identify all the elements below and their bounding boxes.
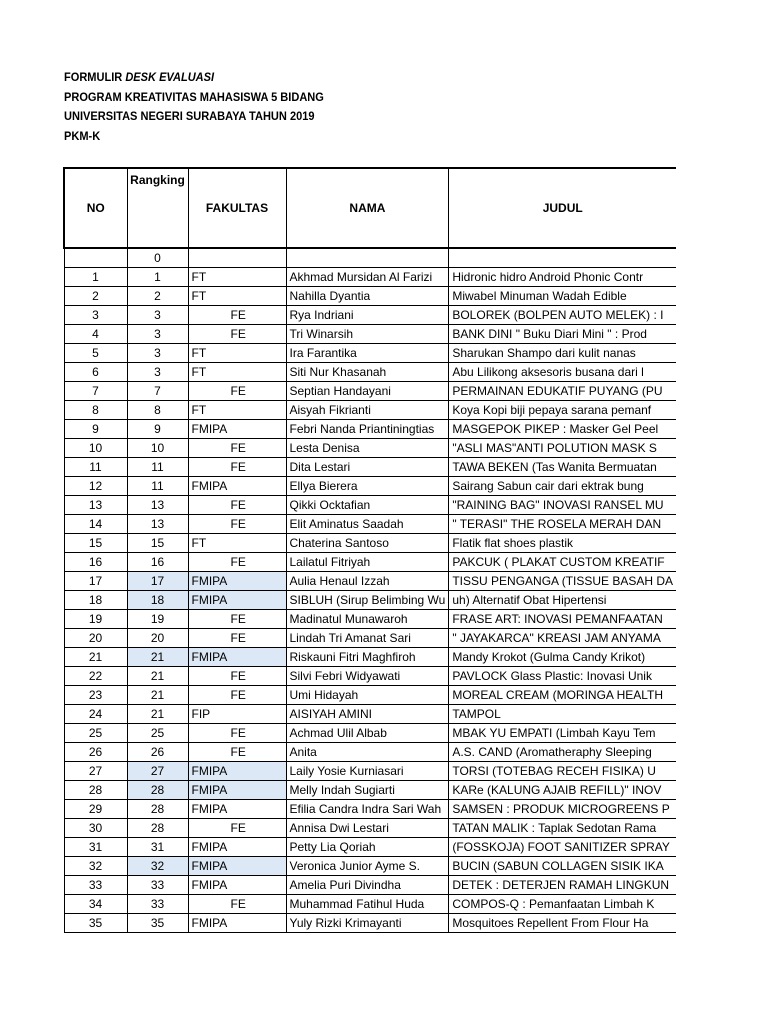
row-judul-cell: TAMPOL xyxy=(449,705,676,724)
row-nama-cell: Septian Handayani xyxy=(286,382,449,401)
row-judul-cell: TAWA BEKEN (Tas Wanita Bermuatan xyxy=(449,458,676,477)
row-fakultas-cell: FE xyxy=(188,610,286,629)
row-judul-cell: MOREAL CREAM (MORINGA HEALTH xyxy=(449,686,676,705)
row-judul-cell: TATAN MALIK : Taplak Sedotan Rama xyxy=(449,819,676,838)
header-rank xyxy=(127,168,188,248)
row-rank-cell: 33 xyxy=(127,876,188,895)
row-fakultas-cell: FT xyxy=(188,287,286,306)
category-title: PKM-K xyxy=(64,128,101,143)
evaluation-table xyxy=(63,167,676,933)
row-fakultas-cell: FMIPA xyxy=(188,838,286,857)
table-row xyxy=(64,382,676,401)
zero-row-no xyxy=(64,248,127,268)
row-judul-cell: TISSU PENGANGA (TISSUE BASAH DA xyxy=(449,572,676,591)
row-no-cell: 28 xyxy=(64,781,127,800)
row-nama-cell: Silvi Febri Widyawati xyxy=(286,667,449,686)
row-nama-cell: Achmad Ulil Albab xyxy=(286,724,449,743)
row-nama-cell: Annisa Dwi Lestari xyxy=(286,819,449,838)
row-rank-cell: 28 xyxy=(127,781,188,800)
header-fakultas: FAKULTAS xyxy=(188,168,286,248)
row-nama-cell: Nahilla Dyantia xyxy=(286,287,449,306)
form-title-italic: DESK EVALUASI xyxy=(125,70,215,84)
row-rank-cell: 32 xyxy=(127,857,188,876)
table-row xyxy=(64,648,676,667)
row-nama-cell: Petty Lia Qoriah xyxy=(286,838,449,857)
row-no-cell: 8 xyxy=(64,401,127,420)
table-row xyxy=(64,306,676,325)
row-judul-cell: Sharukan Shampo dari kulit nanas xyxy=(449,344,676,363)
row-no-cell: 27 xyxy=(64,762,127,781)
row-no-cell: 32 xyxy=(64,857,127,876)
form-title-prefix: FORMULIR xyxy=(64,70,126,84)
row-rank-cell: 19 xyxy=(127,610,188,629)
row-no-cell: 29 xyxy=(64,800,127,819)
row-nama-cell: Lailatul Fitriyah xyxy=(286,553,449,572)
row-rank-cell: 33 xyxy=(127,895,188,914)
row-judul-cell: PERMAINAN EDUKATIF PUYANG (PU xyxy=(449,382,676,401)
row-rank-cell: 3 xyxy=(127,306,188,325)
table-row xyxy=(64,686,676,705)
row-nama-cell: Ellya Bierera xyxy=(286,477,449,496)
row-no-cell: 20 xyxy=(64,629,127,648)
row-nama-cell: Tri Winarsih xyxy=(286,325,449,344)
row-fakultas-cell: FT xyxy=(188,363,286,382)
row-rank-cell: 11 xyxy=(127,477,188,496)
row-fakultas-cell: FE xyxy=(188,325,286,344)
table-row xyxy=(64,610,676,629)
row-no-cell: 9 xyxy=(64,420,127,439)
row-judul-cell: MASGEPOK PIKEP : Masker Gel Peel xyxy=(449,420,676,439)
row-nama-cell: Febri Nanda Priantiningtias xyxy=(286,420,449,439)
header-nama: NAMA xyxy=(286,168,449,248)
table-row xyxy=(64,819,676,838)
row-no-cell: 1 xyxy=(64,268,127,287)
table-row xyxy=(64,724,676,743)
row-judul-cell: Mosquitoes Repellent From Flour Ha xyxy=(449,914,676,933)
table-row xyxy=(64,857,676,876)
row-fakultas-cell: FMIPA xyxy=(188,420,286,439)
table-row xyxy=(64,876,676,895)
table-row xyxy=(64,705,676,724)
row-nama-cell: Aisyah Fikrianti xyxy=(286,401,449,420)
row-rank-cell: 10 xyxy=(127,439,188,458)
table-row xyxy=(64,572,676,591)
header-rank-label: Rangking xyxy=(130,173,185,187)
row-fakultas-cell: FT xyxy=(188,268,286,287)
row-no-cell: 26 xyxy=(64,743,127,762)
table-row xyxy=(64,344,676,363)
row-fakultas-cell: FMIPA xyxy=(188,800,286,819)
table-row xyxy=(64,287,676,306)
zero-row-rank: 0 xyxy=(127,248,188,268)
row-no-cell: 13 xyxy=(64,496,127,515)
row-no-cell: 31 xyxy=(64,838,127,857)
row-judul-cell: " JAYAKARCA" KREASI JAM ANYAMA xyxy=(449,629,676,648)
row-rank-cell: 1 xyxy=(127,268,188,287)
row-judul-cell: "ASLI MAS"ANTI POLUTION MASK S xyxy=(449,439,676,458)
row-judul-cell: DETEK : DETERJEN RAMAH LINGKUN xyxy=(449,876,676,895)
row-rank-cell: 13 xyxy=(127,515,188,534)
row-nama-cell: Ira Farantika xyxy=(286,344,449,363)
row-no-cell: 25 xyxy=(64,724,127,743)
table-row xyxy=(64,591,676,610)
zero-row-fakultas xyxy=(188,248,286,268)
row-rank-cell: 25 xyxy=(127,724,188,743)
header-judul: JUDUL xyxy=(449,168,676,248)
row-fakultas-cell: FIP xyxy=(188,705,286,724)
table-row xyxy=(64,553,676,572)
row-fakultas-cell: FE xyxy=(188,553,286,572)
row-rank-cell: 7 xyxy=(127,382,188,401)
header-row xyxy=(64,168,676,248)
table-row xyxy=(64,325,676,344)
row-nama-cell: Madinatul Munawaroh xyxy=(286,610,449,629)
row-nama-cell: Lindah Tri Amanat Sari xyxy=(286,629,449,648)
row-judul-cell: BOLOREK (BOLPEN AUTO MELEK) : I xyxy=(449,306,676,325)
table-row xyxy=(64,667,676,686)
row-judul-cell: (FOSSKOJA) FOOT SANITIZER SPRAY xyxy=(449,838,676,857)
table-row xyxy=(64,458,676,477)
table-row xyxy=(64,420,676,439)
row-rank-cell: 17 xyxy=(127,572,188,591)
row-rank-cell: 28 xyxy=(127,819,188,838)
row-judul-cell: "RAINING BAG" INOVASI RANSEL MU xyxy=(449,496,676,515)
row-judul-cell: A.S. CAND (Aromatheraphy Sleeping xyxy=(449,743,676,762)
row-no-cell: 6 xyxy=(64,363,127,382)
row-rank-cell: 3 xyxy=(127,344,188,363)
row-no-cell: 35 xyxy=(64,914,127,933)
row-fakultas-cell: FMIPA xyxy=(188,572,286,591)
row-nama-cell: Qikki Ocktafian xyxy=(286,496,449,515)
row-judul-cell: PAVLOCK Glass Plastic: Inovasi Unik xyxy=(449,667,676,686)
row-rank-cell: 20 xyxy=(127,629,188,648)
row-rank-cell: 31 xyxy=(127,838,188,857)
row-no-cell: 19 xyxy=(64,610,127,629)
row-fakultas-cell: FE xyxy=(188,496,286,515)
table-row xyxy=(64,800,676,819)
row-judul-cell: SAMSEN : PRODUK MICROGREENS P xyxy=(449,800,676,819)
row-fakultas-cell: FE xyxy=(188,895,286,914)
row-no-cell: 14 xyxy=(64,515,127,534)
row-fakultas-cell: FMIPA xyxy=(188,781,286,800)
row-judul-cell: BANK DINI " Buku Diari Mini " : Prod xyxy=(449,325,676,344)
table-row xyxy=(64,743,676,762)
row-fakultas-cell: FMIPA xyxy=(188,477,286,496)
zero-row xyxy=(64,248,676,268)
row-fakultas-cell: FE xyxy=(188,819,286,838)
row-nama-cell: Melly Indah Sugiarti xyxy=(286,781,449,800)
row-judul-cell: Flatik flat shoes plastik xyxy=(449,534,676,553)
row-no-cell: 12 xyxy=(64,477,127,496)
row-no-cell: 21 xyxy=(64,648,127,667)
row-nama-cell: Anita xyxy=(286,743,449,762)
row-nama-cell: Riskauni Fitri Maghfiroh xyxy=(286,648,449,667)
row-no-cell: 18 xyxy=(64,591,127,610)
row-fakultas-cell: FMIPA xyxy=(188,876,286,895)
table-row xyxy=(64,477,676,496)
row-nama-cell: Efilia Candra Indra Sari Wah xyxy=(286,800,449,819)
row-nama-cell: Akhmad Mursidan Al Farizi xyxy=(286,268,449,287)
row-fakultas-cell: FE xyxy=(188,667,286,686)
table-row xyxy=(64,762,676,781)
form-title xyxy=(64,68,324,88)
row-no-cell: 34 xyxy=(64,895,127,914)
row-nama-cell: Amelia Puri Divindha xyxy=(286,876,449,895)
row-fakultas-cell: FE xyxy=(188,515,286,534)
row-fakultas-cell: FMIPA xyxy=(188,762,286,781)
row-fakultas-cell: FMIPA xyxy=(188,591,286,610)
row-rank-cell: 3 xyxy=(127,325,188,344)
row-fakultas-cell: FMIPA xyxy=(188,857,286,876)
row-judul-cell: Abu Lilikong aksesoris busana dari l xyxy=(449,363,676,382)
row-judul-cell: KARe (KALUNG AJAIB REFILL)" INOV xyxy=(449,781,676,800)
row-rank-cell: 27 xyxy=(127,762,188,781)
table-row xyxy=(64,515,676,534)
row-no-cell: 10 xyxy=(64,439,127,458)
row-nama-cell: Rya Indriani xyxy=(286,306,449,325)
row-rank-cell: 3 xyxy=(127,363,188,382)
row-no-cell: 2 xyxy=(64,287,127,306)
row-rank-cell: 16 xyxy=(127,553,188,572)
row-no-cell: 22 xyxy=(64,667,127,686)
row-rank-cell: 8 xyxy=(127,401,188,420)
row-nama-cell: Yuly Rizki Krimayanti xyxy=(286,914,449,933)
row-judul-cell: Koya Kopi biji pepaya sarana pemanf xyxy=(449,401,676,420)
row-nama-cell: Dita Lestari xyxy=(286,458,449,477)
row-judul-cell: Mandy Krokot (Gulma Candy Krikot) xyxy=(449,648,676,667)
row-fakultas-cell: FE xyxy=(188,629,286,648)
row-nama-cell: Elit Aminatus Saadah xyxy=(286,515,449,534)
row-no-cell: 33 xyxy=(64,876,127,895)
row-nama-cell: Muhammad Fatihul Huda xyxy=(286,895,449,914)
row-fakultas-cell: FE xyxy=(188,743,286,762)
table-row xyxy=(64,914,676,933)
row-fakultas-cell: FT xyxy=(188,401,286,420)
row-fakultas-cell: FE xyxy=(188,458,286,477)
program-title: PROGRAM KREATIVITAS MAHASISWA 5 BIDANG xyxy=(64,89,324,104)
row-judul-cell: Hidronic hidro Android Phonic Contr xyxy=(449,268,676,287)
row-no-cell: 7 xyxy=(64,382,127,401)
row-nama-cell: SIBLUH (Sirup Belimbing Wu xyxy=(286,591,449,610)
zero-row-nama xyxy=(286,248,449,268)
document-heading xyxy=(64,68,324,146)
row-rank-cell: 21 xyxy=(127,686,188,705)
table-row xyxy=(64,363,676,382)
row-judul-cell: MBAK YU EMPATI (Limbah Kayu Tem xyxy=(449,724,676,743)
row-rank-cell: 9 xyxy=(127,420,188,439)
row-no-cell: 5 xyxy=(64,344,127,363)
row-no-cell: 3 xyxy=(64,306,127,325)
row-judul-cell: BUCIN (SABUN COLLAGEN SISIK IKA xyxy=(449,857,676,876)
row-judul-cell: Miwabel Minuman Wadah Edible xyxy=(449,287,676,306)
row-rank-cell: 13 xyxy=(127,496,188,515)
table-row xyxy=(64,268,676,287)
row-fakultas-cell: FE xyxy=(188,306,286,325)
row-rank-cell: 28 xyxy=(127,800,188,819)
row-fakultas-cell: FMIPA xyxy=(188,648,286,667)
row-nama-cell: Lesta Denisa xyxy=(286,439,449,458)
row-rank-cell: 21 xyxy=(127,705,188,724)
row-no-cell: 23 xyxy=(64,686,127,705)
table-row xyxy=(64,401,676,420)
table-row xyxy=(64,534,676,553)
row-rank-cell: 21 xyxy=(127,667,188,686)
row-judul-cell: FRASE ART: INOVASI PEMANFAATAN xyxy=(449,610,676,629)
row-judul-cell: COMPOS-Q : Pemanfaatan Limbah K xyxy=(449,895,676,914)
table-row xyxy=(64,781,676,800)
zero-row-judul xyxy=(449,248,676,268)
table-row xyxy=(64,496,676,515)
university-title: UNIVERSITAS NEGERI SURABAYA TAHUN 2019 xyxy=(64,109,315,123)
row-fakultas-cell: FE xyxy=(188,382,286,401)
row-rank-cell: 18 xyxy=(127,591,188,610)
row-no-cell: 11 xyxy=(64,458,127,477)
row-no-cell: 15 xyxy=(64,534,127,553)
row-no-cell: 17 xyxy=(64,572,127,591)
row-nama-cell: AISIYAH AMINI xyxy=(286,705,449,724)
row-fakultas-cell: FE xyxy=(188,686,286,705)
row-no-cell: 24 xyxy=(64,705,127,724)
row-no-cell: 16 xyxy=(64,553,127,572)
row-nama-cell: Chaterina Santoso xyxy=(286,534,449,553)
row-fakultas-cell: FT xyxy=(188,344,286,363)
row-fakultas-cell: FMIPA xyxy=(188,914,286,933)
row-judul-cell: Sairang Sabun cair dari ektrak bung xyxy=(449,477,676,496)
row-fakultas-cell: FE xyxy=(188,439,286,458)
row-rank-cell: 15 xyxy=(127,534,188,553)
table-row xyxy=(64,629,676,648)
row-fakultas-cell: FE xyxy=(188,724,286,743)
table-row xyxy=(64,838,676,857)
row-rank-cell: 2 xyxy=(127,287,188,306)
row-judul-cell: TORSI (TOTEBAG RECEH FISIKA) U xyxy=(449,762,676,781)
row-judul-cell: PAKCUK ( PLAKAT CUSTOM KREATIF xyxy=(449,553,676,572)
row-nama-cell: Umi Hidayah xyxy=(286,686,449,705)
row-rank-cell: 21 xyxy=(127,648,188,667)
table-row xyxy=(64,895,676,914)
row-rank-cell: 35 xyxy=(127,914,188,933)
table-row xyxy=(64,439,676,458)
row-nama-cell: Veronica Junior Ayme S. xyxy=(286,857,449,876)
row-no-cell: 30 xyxy=(64,819,127,838)
row-nama-cell: Laily Yosie Kurniasari xyxy=(286,762,449,781)
row-judul-cell: " TERASI" THE ROSELA MERAH DAN xyxy=(449,515,676,534)
row-fakultas-cell: FT xyxy=(188,534,286,553)
header-no: NO xyxy=(64,168,127,248)
row-rank-cell: 11 xyxy=(127,458,188,477)
row-nama-cell: Siti Nur Khasanah xyxy=(286,363,449,382)
row-nama-cell: Aulia Henaul Izzah xyxy=(286,572,449,591)
row-rank-cell: 26 xyxy=(127,743,188,762)
row-judul-cell: uh) Alternatif Obat Hipertensi xyxy=(449,591,676,610)
row-no-cell: 4 xyxy=(64,325,127,344)
